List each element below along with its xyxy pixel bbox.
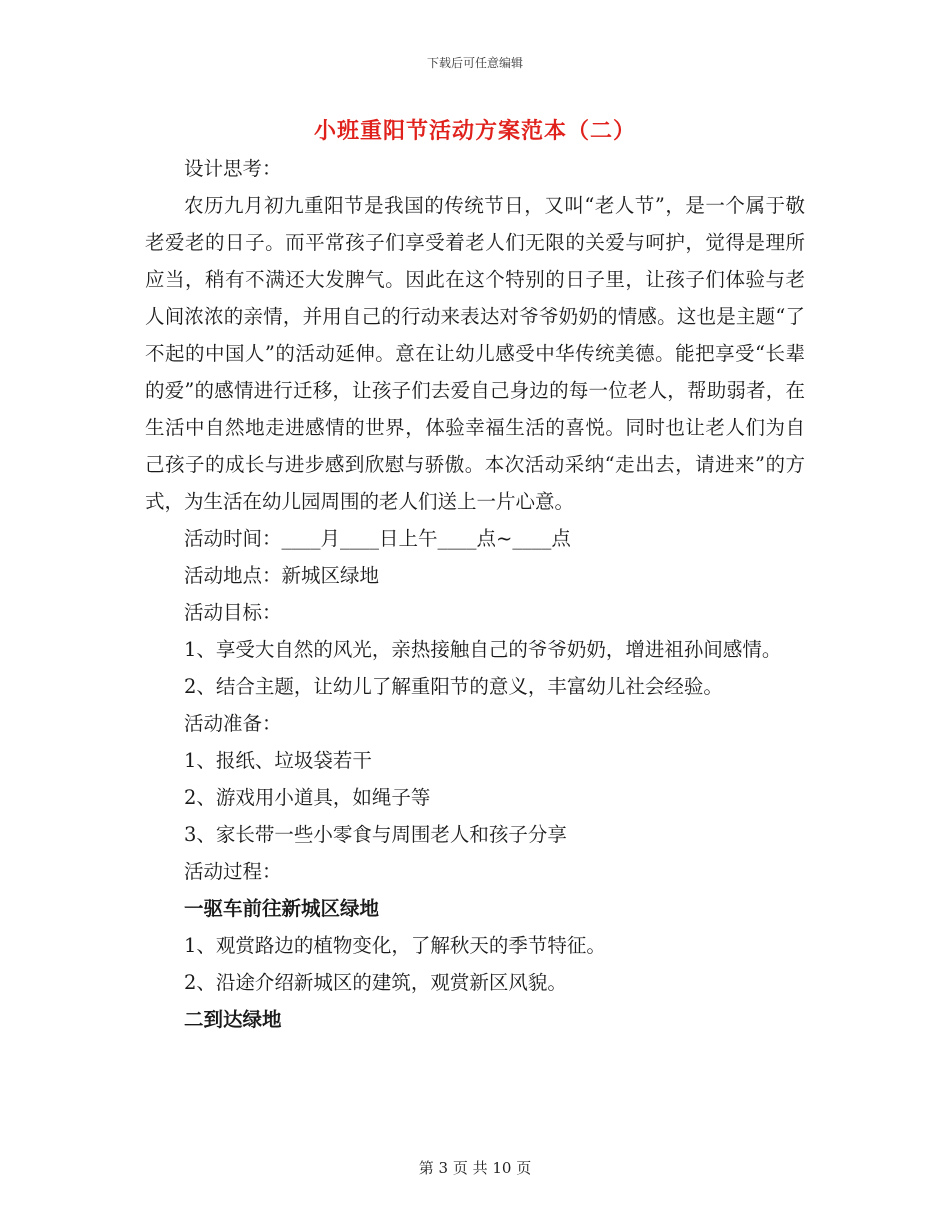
prep-item-2: 2、游戏用小道具，如绳子等 [184,786,431,809]
process-label: 活动过程： [184,860,282,883]
section-2-heading: 二到达绿地 [184,1008,282,1031]
page-header-note: 下载后可任意编辑 [426,56,523,70]
document-title: 小班重阳节活动方案范本（二） [313,118,636,144]
goals-label: 活动目标： [184,601,282,624]
activity-place: 活动地点：新城区绿地 [184,564,380,587]
goal-item-1: 1、享受大自然的风光，亲热接触自己的爷爷奶奶，增进祖孙间感情。 [184,638,782,661]
prep-item-1: 1、报纸、垃圾袋若干 [184,749,372,772]
page-footer: 第 3 页 共 10 页 [418,1159,532,1177]
document-body [145,150,805,1038]
goal-item-2: 2、结合主题，让幼儿了解重阳节的意义，丰富幼儿社会经验。 [184,675,723,698]
activity-time: 活动时间：____月____日上午____点~____点 [184,527,571,550]
section-1-item-2: 2、沿途介绍新城区的建筑，观赏新区风貌。 [184,971,567,994]
design-label: 设计思考： [184,157,282,180]
prep-label: 活动准备： [184,712,282,735]
prep-item-3: 3、家长带一些小零食与周围老人和孩子分享 [184,823,567,846]
section-1-item-1: 1、观赏路边的植物变化，了解秋天的季节特征。 [184,934,606,957]
section-1-heading: 一驱车前往新城区绿地 [184,897,380,920]
design-paragraph: 农历九月初九重阳节是我国的传统节日，又叫“老人节”，是一个属于敬老爱老的日子。而平常孩子们享受着老人们无限的关爱与呵护，觉得是理所应当，稍有不满还大发脾气。因此在这个特别的日子里，让孩子们体验与老人间浓浓的亲情，并用自己的行动来表达对爷爷奶奶的情感。这也是主题“了不起的中国人”的活动延伸。意在让幼儿感受中华传统美德。能把享受“长辈的爱”的感情进行迁移，让孩子们去爱自己身边的每一位老人，帮助弱者，在生活中自然地走进感情的世界，体验幸福生活的喜悦。同时也让老人们为自己孩子的成长与进步感到欣慰与骄傲。本次活动采纳“走出去，请进来”的方式，为生活在幼儿园周围的老人们送上一片心意。 [145,194,805,513]
